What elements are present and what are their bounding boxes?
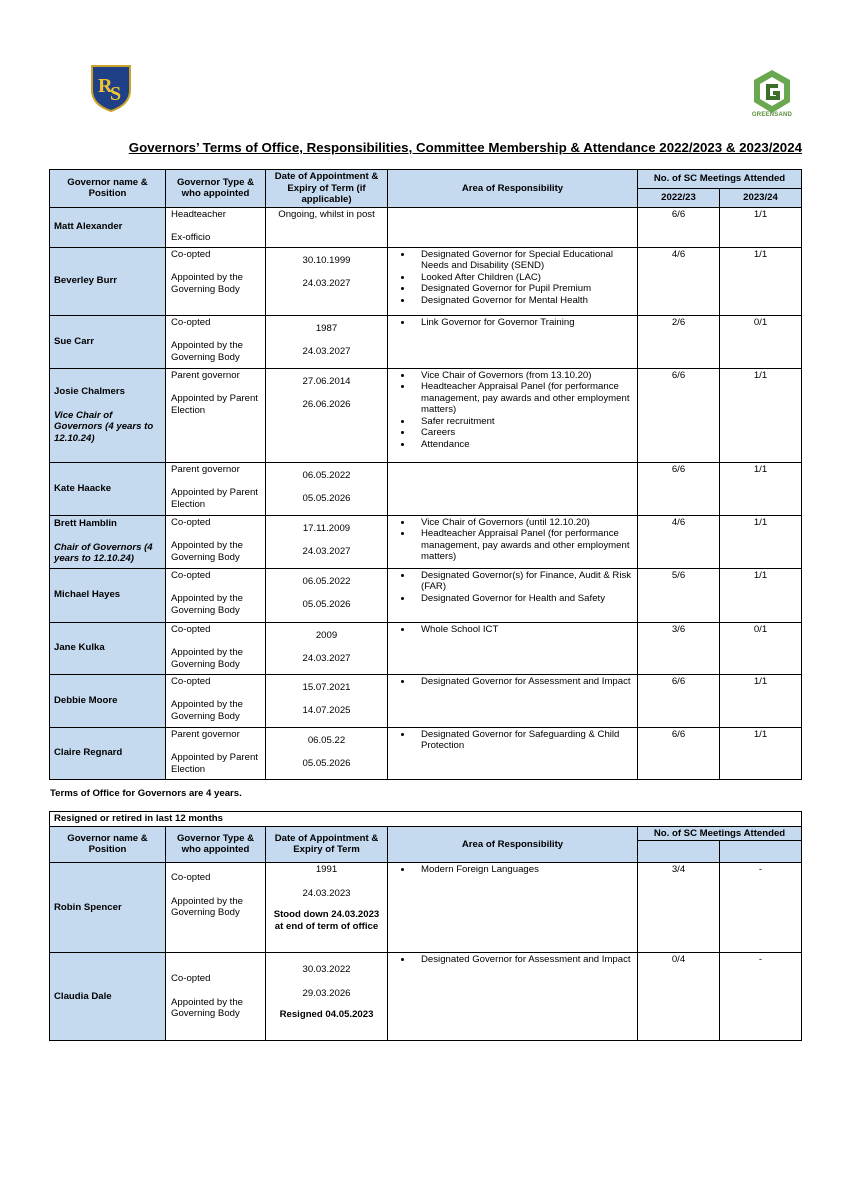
- spacer: [269, 899, 384, 909]
- governor-type-cell: [166, 207, 266, 247]
- governor-name-cell: [50, 315, 166, 368]
- spacer: [171, 884, 262, 896]
- attendance-2022-23: 6/6: [638, 368, 720, 462]
- svg-text:S: S: [110, 83, 122, 105]
- terms-note: Terms of Office for Governors are 4 years.: [50, 788, 242, 799]
- appointment-date: 17.11.2009: [302, 522, 351, 534]
- appointment-date: 06.05.22: [307, 734, 346, 746]
- responsibility-item: • Vice Chair of Governors (from 13.10.20): [413, 370, 634, 382]
- appointment-date: 1987: [315, 322, 338, 334]
- governor-name-cell: [50, 247, 166, 315]
- appointment-date: 15.07.2021: [302, 681, 351, 693]
- area-cell: [388, 674, 638, 727]
- governor-type-cell: [166, 462, 266, 515]
- spacer: [171, 985, 262, 997]
- spacer: [269, 481, 384, 493]
- spacer: [269, 641, 384, 653]
- resigned-name-cell: [50, 953, 166, 1041]
- responsibility-list: [391, 864, 634, 876]
- governor-row: [50, 368, 802, 462]
- appointed-by: Appointed by Parent Election: [171, 487, 258, 510]
- appointment-date: 30.03.2022: [302, 964, 351, 975]
- spacer: [269, 876, 384, 888]
- school-crest-logo: [90, 64, 132, 112]
- appointed-by: Ex-officio: [171, 232, 211, 243]
- leaving-note: Resigned 04.05.2023: [279, 1009, 374, 1020]
- responsibility-item: • Designated Governor for Assessment and Impact: [413, 676, 634, 688]
- header-meetings: No. of SC Meetings Attended: [638, 170, 802, 189]
- spacer: [269, 746, 384, 758]
- spacer: [269, 534, 384, 546]
- attendance-2023-24: 1/1: [720, 462, 802, 515]
- governor-type-cell: [166, 727, 266, 779]
- spacer: [171, 381, 262, 393]
- governor-type-cell: [166, 315, 266, 368]
- appointed-by: Appointed by the Governing Body: [171, 647, 244, 670]
- appointed-by: Appointed by the Governing Body: [171, 996, 244, 1020]
- governor-type: Co-opted: [171, 569, 211, 581]
- governor-type: Co-opted: [171, 973, 211, 985]
- resigned-name-cell: [50, 863, 166, 953]
- resigned-header-date: Date of Appointment & Expiry of Term: [266, 826, 388, 863]
- resigned-table: [49, 811, 802, 1041]
- resigned-header-area: Area of Responsibility: [388, 826, 638, 863]
- responsibility-item: • Headteacher Appraisal Panel (for performance management, pay awards and other employment matters): [413, 528, 634, 563]
- governor-row: [50, 247, 802, 315]
- spacer: [171, 260, 262, 272]
- date-cell: [266, 207, 388, 247]
- governor-type: Co-opted: [171, 248, 211, 260]
- header-type: Governor Type & who appointed: [166, 170, 266, 208]
- resigned-date-cell: [266, 863, 388, 953]
- responsibility-list: [391, 317, 634, 329]
- governor-name: Robin Spencer: [54, 901, 122, 913]
- spacer: [54, 398, 162, 410]
- responsibility-list: [391, 517, 634, 563]
- expiry-date: 14.07.2025: [302, 705, 351, 716]
- governor-name-cell: [50, 622, 166, 674]
- responsibility-item: • Modern Foreign Languages: [413, 864, 634, 876]
- attendance-2022-23: 6/6: [638, 207, 720, 247]
- responsibility-item: • Safer recruitment: [413, 416, 634, 428]
- responsibility-item: • Attendance: [413, 439, 634, 451]
- attendance-2023-24: -: [720, 953, 802, 1041]
- attendance-2022-23: 0/4: [638, 953, 720, 1041]
- area-cell: [388, 207, 638, 247]
- resigned-header-type: Governor Type & who appointed: [166, 826, 266, 863]
- resigned-date-cell: [266, 953, 388, 1041]
- governor-name-cell: [50, 207, 166, 247]
- governor-name-cell: [50, 462, 166, 515]
- appointment-date: 27.06.2014: [302, 375, 351, 387]
- responsibility-list: [391, 676, 634, 688]
- attendance-2022-23: 3/6: [638, 622, 720, 674]
- governor-name: Matt Alexander: [54, 221, 123, 233]
- resigned-header-meetings: No. of SC Meetings Attended: [638, 826, 802, 841]
- header-year-2: 2023/24: [720, 189, 802, 207]
- governor-type: Headteacher: [171, 208, 226, 220]
- spacer: [54, 530, 162, 542]
- responsibility-item: • Designated Governor for Safeguarding & Child Protection: [413, 729, 634, 752]
- spacer: [171, 475, 262, 487]
- attendance-2022-23: 6/6: [638, 727, 720, 779]
- area-cell: [388, 315, 638, 368]
- governor-row: [50, 568, 802, 622]
- governor-type-cell: [166, 368, 266, 462]
- governor-row: [50, 674, 802, 727]
- attendance-2022-23: 2/6: [638, 315, 720, 368]
- governor-name-cell: [50, 515, 166, 568]
- date-cell: [266, 462, 388, 515]
- responsibility-list: [391, 954, 634, 966]
- spacer: [269, 334, 384, 346]
- greensand-wordmark: GREENSAND: [751, 112, 793, 118]
- greensand-logo: [752, 66, 792, 118]
- appointed-by: Appointed by the Governing Body: [171, 340, 244, 363]
- governor-row: [50, 622, 802, 674]
- responsibility-item: • Designated Governor for Assessment and Impact: [413, 954, 634, 966]
- resigned-type-cell: [166, 953, 266, 1041]
- attendance-2023-24: 1/1: [720, 515, 802, 568]
- attendance-2023-24: 1/1: [720, 674, 802, 727]
- attendance-2023-24: 1/1: [720, 247, 802, 315]
- appointment-date: 06.05.2022: [302, 575, 351, 587]
- governor-name-cell: [50, 568, 166, 622]
- governor-name: Kate Haacke: [54, 482, 112, 494]
- area-cell: [388, 622, 638, 674]
- appointed-by: Appointed by Parent Election: [171, 752, 258, 775]
- appointed-by: Appointed by the Governing Body: [171, 895, 244, 919]
- responsibility-list: [391, 624, 634, 636]
- appointed-by: Appointed by the Governing Body: [171, 272, 244, 295]
- governor-type: Co-opted: [171, 675, 211, 687]
- spacer: [171, 919, 262, 943]
- date-cell: [266, 727, 388, 779]
- area-cell: [388, 727, 638, 779]
- resigned-area-cell: [388, 863, 638, 953]
- expiry-date: 05.05.2026: [302, 493, 351, 504]
- spacer: [171, 687, 262, 699]
- appointed-by: Appointed by Parent Election: [171, 393, 258, 416]
- governor-position: Chair of Governors (4 years to 12.10.24): [54, 541, 153, 565]
- governor-name-cell: [50, 674, 166, 727]
- governor-type: Parent governor: [171, 463, 240, 475]
- responsibility-item: • Careers: [413, 427, 634, 439]
- spacer: [269, 693, 384, 705]
- resigned-header-name: Governor name & Position: [50, 826, 166, 863]
- governor-name-cell: [50, 368, 166, 462]
- resigned-type-cell: [166, 863, 266, 953]
- spacer: [269, 387, 384, 399]
- responsibility-list: [391, 570, 634, 605]
- governor-name: Beverley Burr: [54, 275, 117, 287]
- governor-type: Parent governor: [171, 728, 240, 740]
- attendance-2023-24: -: [720, 863, 802, 953]
- responsibility-list: [391, 370, 634, 451]
- attendance-2023-24: 0/1: [720, 622, 802, 674]
- responsibility-item: • Designated Governor for Health and Safety: [413, 593, 634, 605]
- responsibility-item: • Designated Governor for Mental Health: [413, 295, 634, 307]
- spacer: [269, 976, 384, 988]
- governor-type: Co-opted: [171, 516, 211, 528]
- spacer: [171, 581, 262, 593]
- governor-name: Jane Kulka: [54, 642, 105, 654]
- leaving-note: Stood down 24.03.2023 at end of term of office: [273, 909, 380, 932]
- governor-row: [50, 462, 802, 515]
- attendance-2022-23: 3/4: [638, 863, 720, 953]
- appointed-by: Appointed by the Governing Body: [171, 593, 244, 616]
- governor-type: Parent governor: [171, 369, 240, 381]
- area-cell: [388, 368, 638, 462]
- appointed-by: Appointed by the Governing Body: [171, 540, 244, 563]
- attendance-2022-23: 6/6: [638, 674, 720, 727]
- expiry-date: 29.03.2026: [302, 987, 351, 999]
- governor-row: [50, 207, 802, 247]
- governor-name: Claire Regnard: [54, 747, 123, 759]
- governor-type-cell: [166, 247, 266, 315]
- date-cell: [266, 368, 388, 462]
- area-cell: [388, 462, 638, 515]
- expiry-date: 05.05.2026: [302, 599, 351, 610]
- date-cell: [266, 568, 388, 622]
- spacer: [171, 635, 262, 647]
- resigned-header-year-2: [720, 841, 802, 863]
- date-cell: [266, 622, 388, 674]
- attendance-2023-24: 0/1: [720, 315, 802, 368]
- appointment-date: 1991: [315, 864, 338, 875]
- responsibility-item: • Looked After Children (LAC): [413, 272, 634, 284]
- governor-position: Vice Chair of Governors (4 years to 12.10.24): [54, 409, 154, 444]
- responsibility-item: • Designated Governor(s) for Finance, Audit & Risk (FAR): [413, 570, 634, 593]
- responsibility-item: • Designated Governor for Pupil Premium: [413, 283, 634, 295]
- appointment-date: Ongoing, whilst in post: [278, 208, 375, 220]
- attendance-2022-23: 6/6: [638, 462, 720, 515]
- spacer: [269, 999, 384, 1009]
- attendance-2023-24: 1/1: [720, 727, 802, 779]
- expiry-date: 24.03.2027: [302, 278, 351, 289]
- svg-text:R: R: [98, 75, 113, 97]
- resigned-heading: Resigned or retired in last 12 months: [50, 812, 802, 827]
- expiry-date: 24.03.2027: [302, 653, 351, 664]
- governor-type-cell: [166, 515, 266, 568]
- governor-name: Claudia Dale: [54, 990, 112, 1002]
- appointment-date: 2009: [315, 629, 338, 641]
- responsibility-item: • Link Governor for Governor Training: [413, 317, 634, 329]
- spacer: [269, 266, 384, 278]
- spacer: [171, 328, 262, 340]
- expiry-date: 05.05.2026: [302, 758, 351, 769]
- expiry-date: 24.03.2027: [302, 546, 351, 557]
- governor-row: [50, 727, 802, 779]
- governor-name: Josie Chalmers: [54, 386, 125, 397]
- governor-name: Sue Carr: [54, 335, 94, 347]
- governor-name: Michael Hayes: [54, 589, 121, 601]
- spacer: [269, 587, 384, 599]
- header-area: Area of Responsibility: [388, 170, 638, 208]
- appointed-by: Appointed by the Governing Body: [171, 699, 244, 722]
- governor-row: [50, 515, 802, 568]
- resigned-row: [50, 863, 802, 953]
- spacer: [171, 740, 262, 752]
- appointment-date: 30.10.1999: [302, 254, 351, 266]
- attendance-2022-23: 4/6: [638, 247, 720, 315]
- governor-type-cell: [166, 568, 266, 622]
- governor-type: Co-opted: [171, 623, 211, 635]
- header-date: Date of Appointment & Expiry of Term (if applicable): [266, 170, 388, 208]
- header-name: Governor name & Position: [50, 170, 166, 208]
- governor-type-cell: [166, 674, 266, 727]
- date-cell: [266, 515, 388, 568]
- resigned-area-cell: [388, 953, 638, 1041]
- attendance-2023-24: 1/1: [720, 368, 802, 462]
- governor-name: Debbie Moore: [54, 694, 118, 706]
- attendance-2023-24: 1/1: [720, 207, 802, 247]
- attendance-2023-24: 1/1: [720, 568, 802, 622]
- responsibility-item: • Whole School ICT: [413, 624, 634, 636]
- responsibility-item: • Designated Governor for Special Educational Needs and Disability (SEND): [413, 249, 634, 272]
- attendance-2022-23: 5/6: [638, 568, 720, 622]
- governor-name: Brett Hamblin: [54, 518, 117, 530]
- date-cell: [266, 674, 388, 727]
- date-cell: [266, 315, 388, 368]
- responsibility-item: • Headteacher Appraisal Panel (for performance management, pay awards and other employment matters): [413, 381, 634, 416]
- expiry-date: 24.03.2027: [302, 346, 351, 357]
- area-cell: [388, 515, 638, 568]
- expiry-date: 26.06.2026: [302, 399, 351, 410]
- governor-name-cell: [50, 727, 166, 779]
- page-title: Governors’ Terms of Office, Responsibilities, Committee Membership & Attendance 2022/2023 & 2023/2024: [128, 140, 802, 155]
- attendance-2022-23: 4/6: [638, 515, 720, 568]
- area-cell: [388, 568, 638, 622]
- appointment-date: 06.05.2022: [302, 469, 351, 481]
- governor-type: Co-opted: [171, 872, 211, 884]
- governor-type-cell: [166, 622, 266, 674]
- resigned-row: [50, 953, 802, 1041]
- responsibility-item: • Vice Chair of Governors (until 12.10.20): [413, 517, 634, 529]
- responsibility-list: [391, 249, 634, 307]
- resigned-header-year-1: [638, 841, 720, 863]
- area-cell: [388, 247, 638, 315]
- spacer: [171, 528, 262, 540]
- governors-table: [49, 169, 802, 780]
- expiry-date: 24.03.2023: [302, 887, 351, 899]
- governor-type: Co-opted: [171, 316, 211, 328]
- date-cell: [266, 247, 388, 315]
- header-year-1: 2022/23: [638, 189, 720, 207]
- responsibility-list: [391, 729, 634, 752]
- spacer: [171, 220, 262, 232]
- governor-row: [50, 315, 802, 368]
